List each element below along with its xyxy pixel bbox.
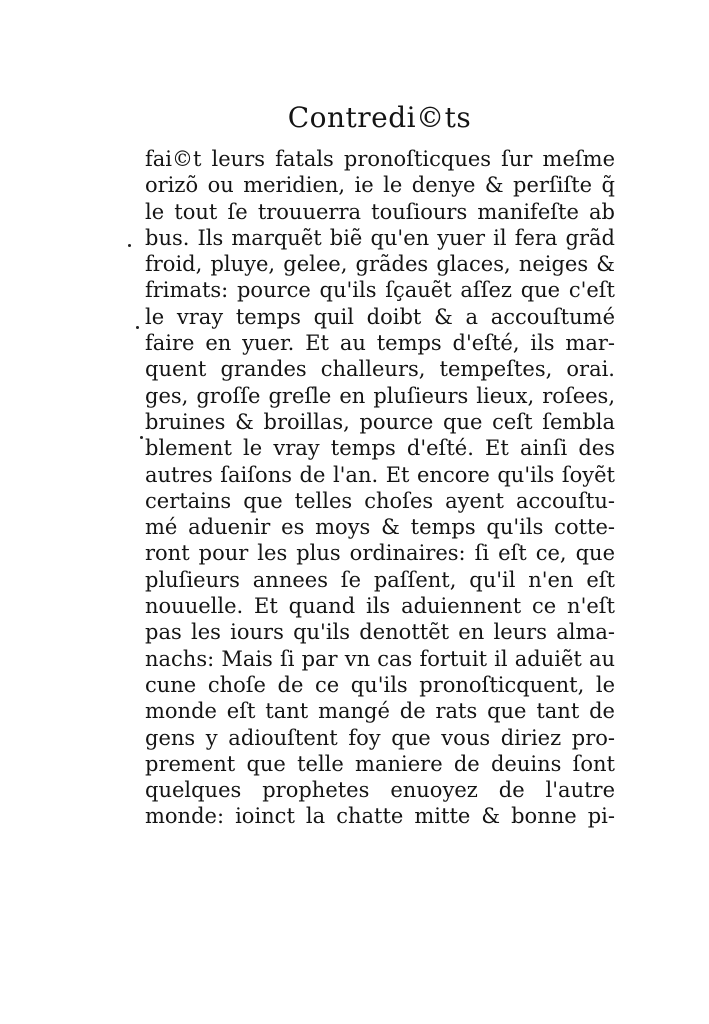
text-line: fai©t leurs fatals pronoſticques ſur meſme <box>145 147 615 171</box>
text-line: orizõ ou meridien, ie le denye & perſiſte q̃ <box>145 173 615 198</box>
text-line: blement le vray temps d'eſté. Et ainſi des <box>145 436 615 461</box>
text-line: prement que telle maniere de deuins ſont <box>145 751 615 776</box>
text-line: mé aduenir es moys & temps qu'ils cotte- <box>145 515 615 540</box>
text-line: certains que telles choſes ayent accouſtu- <box>145 488 615 513</box>
text-line: le tout ſe trouuerra touſiours manifeſte ab <box>145 199 615 224</box>
text-line: pas les iours qu'ils denottẽt en leurs alma- <box>145 620 615 645</box>
text-line: bruines & broillas, pource que ceſt ſembla <box>145 409 615 434</box>
running-head: Contredi©ts <box>287 101 472 134</box>
text-block <box>145 146 615 830</box>
margin-speck <box>136 326 139 329</box>
text-line: quent grandes challeurs, tempeſtes, orai. <box>145 357 615 382</box>
text-line: ront pour les plus ordinaires: ſi eſt ce, que <box>145 541 615 566</box>
text-line: froid, pluye, gelee, grãdes glaces, neiges & <box>145 252 615 277</box>
text-line: nachs: Mais ſi par vn cas fortuit il aduiẽt au <box>145 646 615 671</box>
margin-speck <box>128 244 131 247</box>
text-line: autres ſaiſons de l'an. Et encore qu'ils ſoyẽt <box>145 462 615 487</box>
text-line: quelques prophetes enuoyez de l'autre <box>145 778 615 803</box>
text-line: monde: ioinct la chatte mitte & bonne pi- <box>145 804 615 829</box>
text-line: pluſieurs annees ſe paſſent, qu'il n'en eſt <box>145 567 615 592</box>
text-line: ges, groſſe greſle en pluſieurs lieux, roſees, <box>145 383 615 408</box>
text-line: nouuelle. Et quand ils aduiennent ce n'eſt <box>145 594 615 619</box>
text-line: bus. Ils marquẽt biẽ qu'en yuer il fera grãd <box>145 225 615 250</box>
text-line: faire en yuer. Et au temps d'eſté, ils mar- <box>145 331 615 356</box>
text-line: cune choſe de ce qu'ils pronoſticquent, le <box>145 672 615 697</box>
text-line: monde eſt tant mangé de rats que tant de <box>145 699 615 724</box>
text-line: le vray temps quil doibt & a accouſtumé <box>145 304 615 329</box>
text-line: frimats: pource qu'ils ſçauẽt aſſez que c'eſt <box>145 278 615 303</box>
margin-speck <box>140 436 143 439</box>
text-line: gens y adiouſtent foy que vous diriez pro- <box>145 725 615 750</box>
